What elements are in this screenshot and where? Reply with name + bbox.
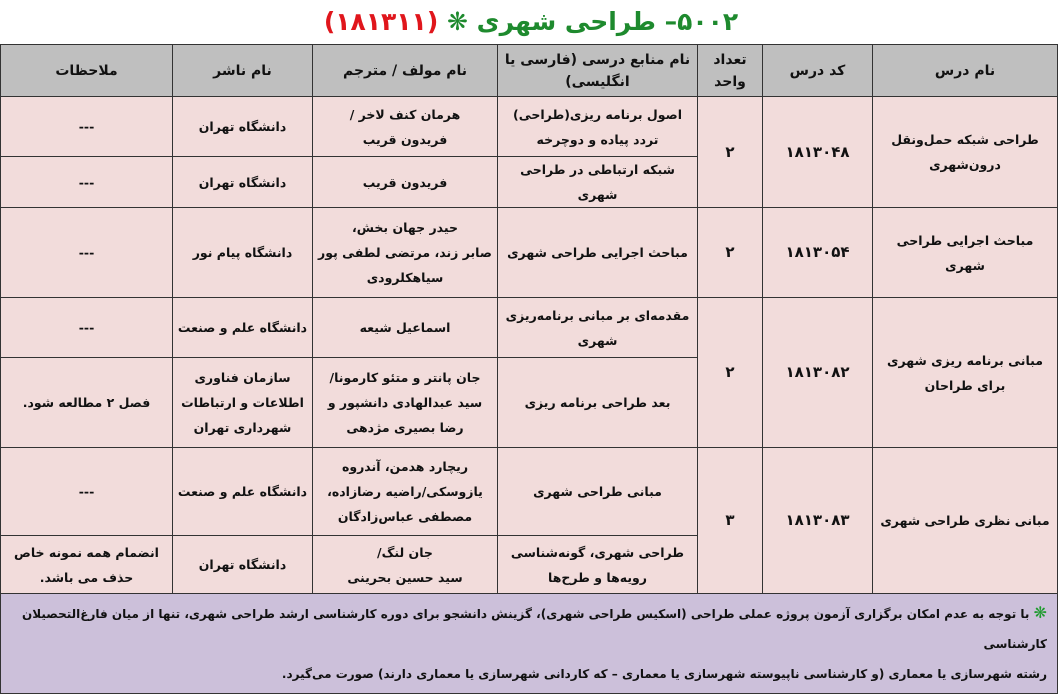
source-publisher-line: دانشگاه پیام نور bbox=[192, 245, 293, 260]
page-title bbox=[0, 0, 1062, 44]
source-title-line: مبانی طراحی شهری bbox=[533, 484, 662, 499]
source-title-line: شبکه ارتباطی در طراحی شهری bbox=[520, 162, 675, 202]
source-title bbox=[498, 208, 698, 298]
course-units: ۲ bbox=[698, 298, 763, 448]
table-row bbox=[1, 298, 1058, 358]
source-title bbox=[498, 298, 698, 358]
course-code: ۱۸۱۳۰۸۲ bbox=[763, 298, 873, 448]
source-author bbox=[313, 97, 498, 157]
source-notes-line: فصل ۲ مطالعه شود. bbox=[22, 395, 151, 410]
course-code: ۱۸۱۳۰۵۴ bbox=[763, 208, 873, 298]
source-author bbox=[313, 448, 498, 536]
source-title bbox=[498, 536, 698, 594]
source-title-line: رویه‌ها و طرح‌ها bbox=[548, 569, 647, 585]
source-author-line: مصطفی عباس‌زادگان bbox=[337, 509, 473, 524]
source-title-line: مباحث اجرایی طراحی شهری bbox=[507, 245, 688, 260]
source-notes-line: --- bbox=[78, 174, 95, 190]
source-publisher bbox=[173, 358, 313, 448]
source-notes-line: انضمام همه نمونه خاص bbox=[14, 544, 159, 560]
source-author-line: حیدر جهان بخش، bbox=[352, 220, 458, 235]
header-course-name: نام درس bbox=[873, 45, 1058, 97]
source-author-line: جان لنگ/ bbox=[377, 544, 433, 560]
source-title-line: شهری bbox=[577, 332, 618, 348]
source-title bbox=[498, 157, 698, 208]
source-notes bbox=[1, 97, 173, 157]
source-publisher bbox=[173, 298, 313, 358]
source-author bbox=[313, 536, 498, 594]
header-publisher: نام ناشر bbox=[173, 45, 313, 97]
source-publisher-line: دانشگاه تهران bbox=[198, 557, 287, 572]
source-notes bbox=[1, 448, 173, 536]
source-notes-line: حذف می باشد. bbox=[39, 569, 134, 585]
source-author-line: سید حسین بحرینی bbox=[347, 569, 463, 585]
source-notes bbox=[1, 298, 173, 358]
course-name: مباحث اجرایی طراحی شهری bbox=[873, 208, 1058, 298]
source-publisher-line: دانشگاه علم و صنعت bbox=[177, 484, 308, 499]
source-author-line: سیاهکلرودی bbox=[366, 270, 444, 285]
source-publisher-line: اطلاعات و ارتباطات bbox=[181, 395, 304, 410]
course-code: ۱۸۱۳۰۴۸ bbox=[763, 97, 873, 208]
source-title bbox=[498, 358, 698, 448]
course-name: مبانی برنامه ریزی شهری برای طراحان bbox=[873, 298, 1058, 448]
footnote bbox=[1, 594, 1058, 694]
source-publisher-line: دانشگاه تهران bbox=[198, 119, 287, 134]
source-publisher bbox=[173, 97, 313, 157]
source-author-line: صابر زند، مرتضی لطفی پور bbox=[318, 245, 492, 260]
source-notes-line: --- bbox=[78, 245, 95, 260]
source-publisher bbox=[173, 157, 313, 208]
source-author bbox=[313, 298, 498, 358]
source-notes-line: --- bbox=[78, 320, 95, 335]
source-notes-line: --- bbox=[78, 119, 95, 134]
source-author-line: جان پانتر و متئو کارمونا/ bbox=[329, 370, 481, 385]
header-course-code: کد درس bbox=[763, 45, 873, 97]
source-publisher bbox=[173, 448, 313, 536]
course-units: ۲ bbox=[698, 208, 763, 298]
source-notes-line: --- bbox=[78, 484, 95, 499]
source-author bbox=[313, 208, 498, 298]
source-title-line: تردد پیاده و دوچرخه bbox=[536, 131, 659, 147]
footnote-row bbox=[1, 594, 1058, 694]
source-title bbox=[498, 448, 698, 536]
source-notes bbox=[1, 536, 173, 594]
source-author bbox=[313, 157, 498, 208]
title-code: ۵۰۰۲– bbox=[664, 7, 739, 36]
header-sources: نام منابع درسی (فارسی یا انگلیسی) bbox=[498, 45, 698, 97]
source-notes bbox=[1, 358, 173, 448]
course-code: ۱۸۱۳۰۸۳ bbox=[763, 448, 873, 594]
source-title-line: اصول برنامه ریزی(طراحی) bbox=[513, 106, 682, 122]
course-name: طراحی شبکه حمل‌ونقل درون‌شهری bbox=[873, 97, 1058, 208]
source-publisher bbox=[173, 536, 313, 594]
header-notes: ملاحظات bbox=[1, 45, 173, 97]
source-author-line: فریدون قریب bbox=[362, 174, 448, 190]
source-title-line: مقدمه‌ای بر مبانی برنامه‌ریزی bbox=[505, 307, 690, 323]
source-notes bbox=[1, 157, 173, 208]
footnote-line-2: رشته شهرسازی یا معماری (و کارشناسی ناپیوسته شهرسازی یا معماری – که کاردانی شهرسازی یا معماری دارند) صورت می‌گیرد. bbox=[281, 667, 1047, 681]
source-notes bbox=[1, 208, 173, 298]
source-publisher-line: دانشگاه علم و صنعت bbox=[177, 320, 308, 335]
source-author-line: اسماعیل شیعه bbox=[359, 320, 451, 335]
course-units: ۳ bbox=[698, 448, 763, 594]
header-row bbox=[1, 45, 1058, 97]
courses-table bbox=[0, 44, 1058, 694]
source-publisher bbox=[173, 208, 313, 298]
course-name: مبانی نظری طراحی شهری bbox=[873, 448, 1058, 594]
header-units: تعداد واحد bbox=[698, 45, 763, 97]
table-row bbox=[1, 97, 1058, 157]
source-publisher-line: دانشگاه تهران bbox=[198, 174, 287, 190]
footnote-line-1: با توجه به عدم امکان برگزاری آزمون پروژه عملی طراحی (اسکیس طراحی شهری)، گزینش دانشجو برای دوره کارشناسی ارشد طراحی شهری، تنها از میان فارغ‌التحصیلان کارشناسی bbox=[22, 607, 1047, 651]
course-units: ۲ bbox=[698, 97, 763, 208]
table-row bbox=[1, 208, 1058, 298]
source-author-line: سید عبدالهادی دانشپور و bbox=[327, 395, 483, 410]
source-title-line: طراحی شهری، گونه‌شناسی bbox=[510, 544, 685, 560]
source-author-line: ریچارد هدمن، آندروه bbox=[341, 459, 469, 474]
source-author-line: یازوسکی/راضیه رضازاده، bbox=[327, 484, 483, 499]
source-publisher-line: شهرداری تهران bbox=[193, 420, 292, 435]
asterisk-icon: ❋ bbox=[1033, 603, 1047, 622]
title-name: طراحی شهری bbox=[476, 7, 656, 36]
source-author-line: رضا بصیری مژدهی bbox=[346, 420, 464, 435]
source-author bbox=[313, 358, 498, 448]
source-title-line: بعد طراحی برنامه ریزی bbox=[524, 395, 671, 410]
header-author: نام مولف / مترجم bbox=[313, 45, 498, 97]
source-author-line: فریدون قریب bbox=[362, 131, 448, 147]
asterisk-icon: ❋ bbox=[446, 7, 468, 36]
source-publisher-line: سازمان فناوری bbox=[194, 370, 291, 385]
title-number: (۱۸۱۳۱۱) bbox=[323, 7, 439, 36]
source-title bbox=[498, 97, 698, 157]
source-author-line: هرمان کنف لاخر / bbox=[349, 106, 461, 122]
table-row bbox=[1, 448, 1058, 536]
